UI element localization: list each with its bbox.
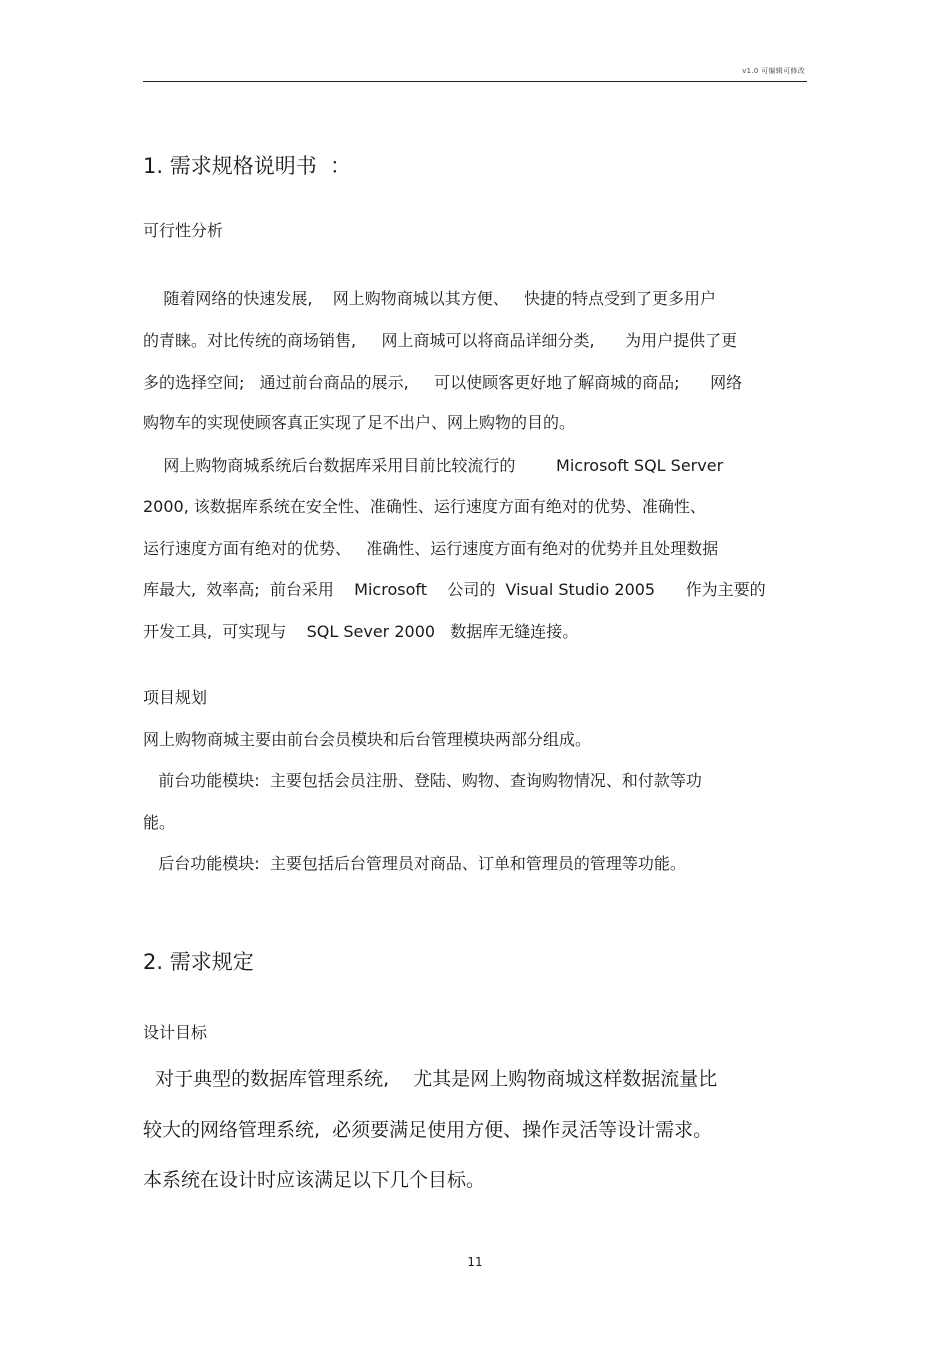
text-line: 购物车的实现使顾客真正实现了足不出户、网上购物的目的。: [143, 413, 576, 432]
text-line: 网上购物商城主要由前台会员模块和后台管理模块两部分组成。: [143, 730, 592, 749]
subsection-title: 设计目标: [143, 1023, 208, 1042]
subsection-title: 可行性分析: [143, 221, 224, 240]
text-line: 随着网络的快速发展, 网上购物商城以其方便、 快捷的特点受到了更多用户: [143, 289, 717, 308]
text-line: 较大的网络管理系统, 必须要满足使用方便、操作灵活等设计需求。: [143, 1119, 713, 1141]
text-line: 多的选择空间; 通过前台商品的展示, 可以使顾客更好地了解商城的商品; 网络: [143, 373, 743, 392]
text-line: 的青睐。对比传统的商场销售, 网上商城可以将商品详细分类, 为用户提供了更: [143, 331, 738, 350]
header-rule: [143, 81, 807, 82]
section-heading: 2. 需求规定: [143, 950, 254, 974]
subsection-title: 项目规划: [143, 688, 208, 707]
text-line: 对于典型的数据库管理系统, 尤其是网上购物商城这样数据流量比: [143, 1068, 718, 1090]
text-line: 网上购物商城系统后台数据库采用目前比较流行的 Microsoft SQL Server: [143, 456, 724, 475]
text-line: 前台功能模块: 主要包括会员注册、登陆、购物、查询购物情况、和付款等功: [143, 771, 702, 790]
section-heading: 1. 需求规格说明书 ：: [143, 154, 352, 178]
text-line: 运行速度方面有绝对的优势、 准确性、运行速度方面有绝对的优势并且处理数据: [143, 539, 719, 558]
version-label: v1.0 可编辑可修改: [742, 67, 805, 75]
text-line: 本系统在设计时应该满足以下几个目标。: [143, 1169, 486, 1191]
page-number: 11: [467, 1255, 483, 1269]
text-line: 2000, 该数据库系统在安全性、准确性、运行速度方面有绝对的优势、准确性、: [143, 497, 706, 516]
text-line: 能。: [143, 813, 176, 832]
text-line: 库最大, 效率高; 前台采用 Microsoft 公司的 Visual Studio 2005 作为主要的: [143, 580, 766, 599]
text-line: 后台功能模块: 主要包括后台管理员对商品、订单和管理员的管理等功能。: [143, 854, 686, 873]
text-line: 开发工具, 可实现与 SQL Sever 2000 数据库无缝连接。: [143, 622, 579, 641]
